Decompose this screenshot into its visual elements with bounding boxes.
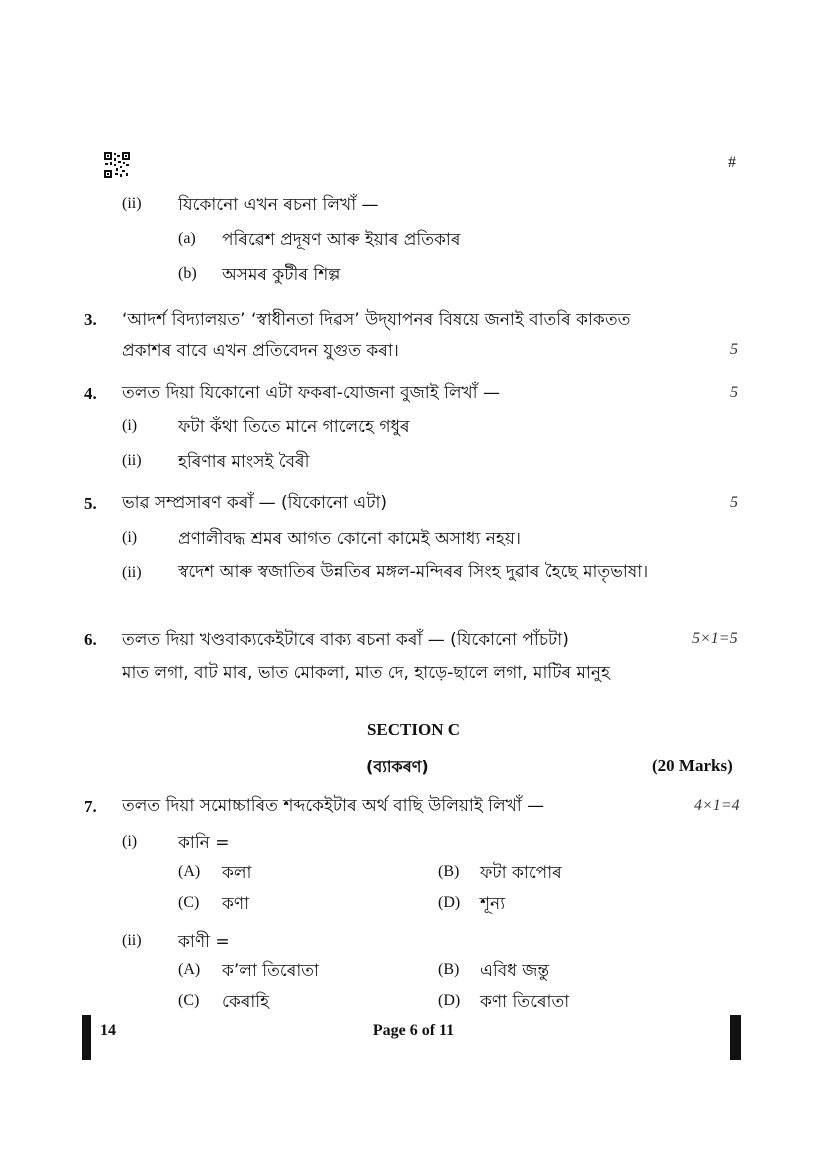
q6-phrases: মাত লগা, বাট মাৰ, ভাত মোকলা, মাত দে, হাড়ে-ছালে লগা, মাটিৰ মানুহ xyxy=(122,663,610,683)
q7-sub-ii-word: কাণী = xyxy=(178,932,230,952)
section-c-title: SECTION C xyxy=(366,720,461,739)
q4-marks: 5 xyxy=(730,384,738,401)
section-c-subtitle: (ব্যাকৰণ) xyxy=(366,757,429,776)
q4-item-i-text: ফটা কঁথা তিতে মানে গালেহে গধুৰ xyxy=(178,417,410,437)
q7-text: তলত দিয়া সমোচ্চাৰিত শব্দকেইটাৰ অৰ্থ বাছি উলিয়াই লিখাঁ — xyxy=(122,796,545,816)
qr-code-icon xyxy=(104,152,130,178)
q7-sub-i-label: (i) xyxy=(122,833,138,850)
q7-ii-option-d-text: কণা তিৰোতা xyxy=(480,992,570,1012)
q4-item-i-label: (i) xyxy=(122,417,138,434)
q5-marks: 5 xyxy=(730,494,738,511)
q4-number: 4. xyxy=(84,384,97,403)
q5-number: 5. xyxy=(84,494,97,513)
q7-marks: 4×1=4 xyxy=(694,797,740,814)
q4-item-ii-text: হৰিণাৰ মাংসই বৈৰী xyxy=(178,452,310,472)
q7-sub-ii-label: (ii) xyxy=(122,932,142,949)
section-c-marks: (20 Marks) xyxy=(652,756,733,775)
q5-item-i-label: (i) xyxy=(122,529,138,546)
q5-item-i-text: প্ৰণালীবদ্ধ শ্ৰমৰ আগত কোনো কামেই অসাধ্য নহয়। xyxy=(178,529,521,549)
q5-item-ii-text: স্বদেশ আৰু স্বজাতিৰ উন্নতিৰ মঙ্গল-মন্দিৰৰ সিংহ দুৱাৰ হৈছে মাতৃভাষা। xyxy=(178,562,649,582)
q7-ii-option-b-text: এবিধ জন্তু xyxy=(480,961,550,981)
q4-text: তলত দিয়া যিকোনো এটা ফকৰা-যোজনা বুজাই লিখাঁ — xyxy=(122,383,501,403)
q7-i-option-b-text: ফটা কাপোৰ xyxy=(480,863,562,883)
q7-i-option-a-text: কলা xyxy=(222,863,252,883)
q6-number: 6. xyxy=(84,630,97,649)
q7-i-option-c-label: (C) xyxy=(178,894,200,911)
footer-page-number: Page 6 of 11 xyxy=(372,1022,455,1039)
q7-ii-option-a-text: ক’লা তিৰোতা xyxy=(222,961,319,981)
q3-number: 3. xyxy=(84,310,97,329)
q7-ii-option-a-label: (A) xyxy=(178,961,201,978)
q7-i-option-d-text: শূন্য xyxy=(480,894,506,914)
q7-i-option-d-label: (D) xyxy=(438,894,461,911)
q7-number: 7. xyxy=(84,797,97,816)
q2-option-a-text: পৰিৱেশ প্ৰদূষণ আৰু ইয়াৰ প্ৰতিকাৰ xyxy=(222,230,461,250)
q2-option-b-label: (b) xyxy=(178,265,197,282)
q2-sub-ii-text: যিকোনো এখন ৰচনা লিখাঁ — xyxy=(178,195,379,215)
q6-text: তলত দিয়া খণ্ডবাক্যকেইটাৰে বাক্য ৰচনা কৰাঁ — (যিকোনো পাঁচটা) xyxy=(122,630,569,650)
footer-right-bar xyxy=(730,1015,741,1060)
q7-i-option-a-label: (A) xyxy=(178,863,201,880)
q7-i-option-c-text: কণা xyxy=(222,894,250,914)
q7-ii-option-b-label: (B) xyxy=(438,961,460,978)
q2-option-a-label: (a) xyxy=(178,230,196,247)
q2-sub-ii-label: (ii) xyxy=(122,195,142,212)
q3-line2: প্ৰকাশৰ বাবে এখন প্ৰতিবেদন যুগুত কৰা। xyxy=(122,341,399,361)
q3-marks: 5 xyxy=(730,341,738,358)
q2-option-b-text: অসমৰ কুটীৰ শিল্প xyxy=(222,265,341,285)
q4-item-ii-label: (ii) xyxy=(122,452,142,469)
q3-line1: ‘আদৰ্শ বিদ্যালয়ত’ ‘স্বাধীনতা দিৱস’ উদ্‌যাপনৰ বিষয়ে জনাই বাতৰি কাকতত xyxy=(122,310,631,330)
q7-ii-option-c-label: (C) xyxy=(178,992,200,1009)
q7-ii-option-c-text: কেৰাহি xyxy=(222,992,270,1012)
q7-ii-option-d-label: (D) xyxy=(438,992,461,1009)
page-hash-mark: # xyxy=(728,154,736,171)
footer-code: 14 xyxy=(100,1022,116,1039)
q7-sub-i-word: কানি = xyxy=(178,833,230,853)
q6-marks: 5×1=5 xyxy=(692,630,738,647)
q5-item-ii-label: (ii) xyxy=(122,564,142,581)
q7-i-option-b-label: (B) xyxy=(438,863,460,880)
q5-text: ভাৱ সম্প্ৰসাৰণ কৰাঁ — (যিকোনো এটা) xyxy=(122,493,388,513)
